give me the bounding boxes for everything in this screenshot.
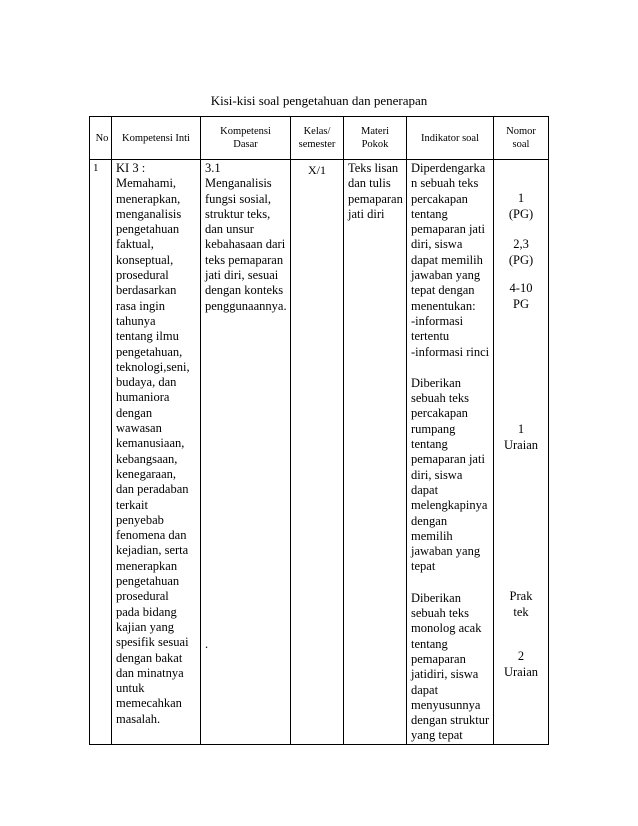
cell-materi-pokok: Teks lisan dan tulis pemaparan jati diri xyxy=(344,160,407,745)
header-materi-pokok: Materi Pokok xyxy=(344,117,407,160)
header-row xyxy=(90,117,549,160)
header-indikator-soal: Indikator soal xyxy=(407,117,494,160)
nomor-2: 2,3 (PG) xyxy=(508,237,534,267)
header-kelas-semester: Kelas/ semester xyxy=(291,117,344,160)
kisi-kisi-table xyxy=(89,116,549,745)
header-kompetensi-inti: Kompetensi Inti xyxy=(112,117,201,160)
cell-indikator-soal xyxy=(407,160,494,745)
indikator-2: Diberikan sebuah teks percakapan rumpang tentang pemaparan jati diri, siswa dapat melengkapinya dengan memilih jawaban yang tepat xyxy=(411,375,488,574)
header-no: No xyxy=(90,117,112,160)
nomor-5: Prak tek xyxy=(509,589,533,619)
kompetensi-dasar-dot: . xyxy=(205,637,209,651)
nomor-3: 4-10 PG xyxy=(509,281,533,311)
nomor-1: 1 (PG) xyxy=(508,191,534,221)
nomor-4: 1 Uraian xyxy=(503,422,538,452)
document-title: Kisi-kisi soal pengetahuan dan penerapan xyxy=(210,93,428,108)
cell-nomor-soal xyxy=(494,160,549,745)
nomor-6: 2 Uraian xyxy=(503,649,538,679)
indikator-1: Diperdengarka n sebuah teks percakapan tentang pemaparan jati diri, siswa dapat memilih jawaban yang tepat dengan menentukan: -informasi tertentu -informasi rinci xyxy=(411,161,490,359)
header-kompetensi-dasar: Kompetensi Dasar xyxy=(201,117,291,160)
header-nomor-soal: Nomor soal xyxy=(494,117,549,160)
indikator-3: Diberikan sebuah teks monolog acak tentang pemaparan jatidiri, siswa dapat menyusunnya dengan struktur yang tepat xyxy=(411,590,490,743)
cell-kompetensi-dasar: 3.1 Menganalisis fungsi sosial, struktur teks, dan unsur kebahasaan dari teks pemaparan jati diri, sesuai dengan konteks penggunaannya. . xyxy=(201,160,291,745)
cell-kompetensi-inti: KI 3 : Memahami, menerapkan, menganalisis pengetahuan faktual, konseptual, prosedural berdasarkan rasa ingin tahunya tentang ilmu pengetahuan, teknologi,seni, budaya, dan humaniora dengan wawasan kemanusiaan, kebangsaan, kenegaraan, dan peradaban terkait penyebab fenomena dan kejadian, serta menerapkan pengetahuan prosedural pada bidang kajian yang spesifik sesuai dengan bakat dan minatnya untuk memecahkan masalah. xyxy=(112,160,201,745)
cell-kelas-semester: X/1 xyxy=(291,160,344,745)
table-row xyxy=(90,160,549,745)
cell-no: 1 xyxy=(90,160,112,745)
